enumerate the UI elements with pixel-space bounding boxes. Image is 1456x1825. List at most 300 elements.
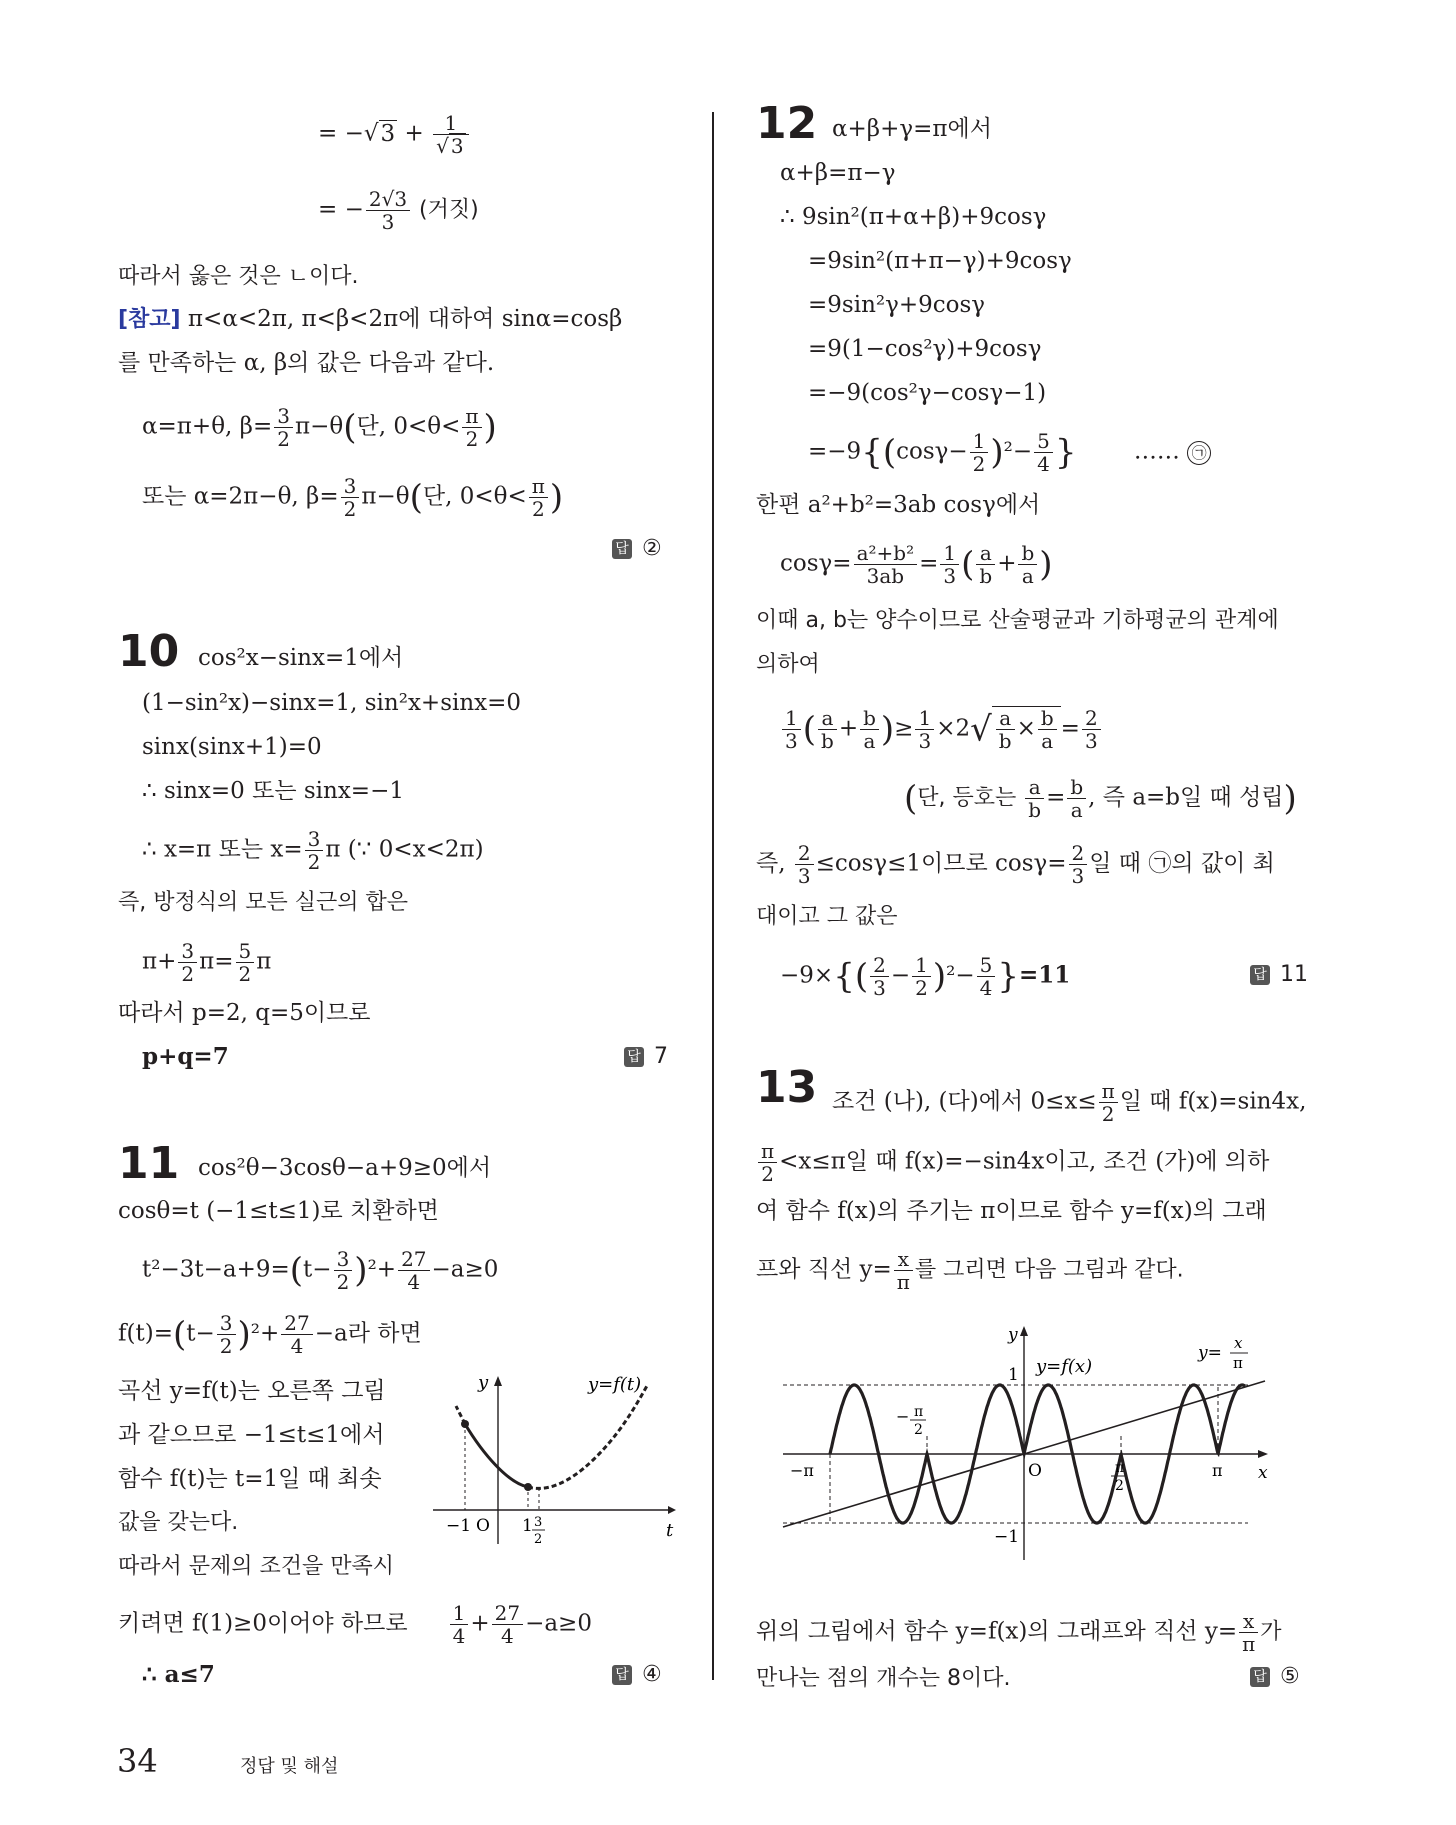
denominator: 2	[465, 427, 479, 451]
p11-w6	[118, 1602, 592, 1647]
fraction	[341, 475, 360, 520]
column-divider	[712, 112, 714, 1680]
numerator: 2	[1069, 842, 1088, 865]
p12-line6: =−9(cos²γ−cosγ−1)	[808, 380, 1047, 406]
fraction	[970, 430, 989, 475]
page-number: 34	[117, 1742, 158, 1780]
p12-line7	[808, 430, 1211, 475]
p11-w7: ∴ a≤7	[142, 1661, 215, 1688]
answer-13	[1250, 1664, 1300, 1689]
text: ×2	[936, 715, 971, 742]
p9-case1	[142, 405, 497, 450]
brace: }	[997, 956, 1019, 997]
x-arrow	[668, 1506, 676, 1514]
fraction	[1025, 776, 1044, 821]
numerator: π	[529, 475, 548, 498]
p12-line3: =9sin²(π+π−γ)+9cosγ	[808, 248, 1072, 274]
text: 조건 (나), (다)에서 0≤x≤	[832, 1088, 1097, 1115]
denominator: a	[1021, 564, 1034, 588]
fraction	[782, 707, 801, 752]
paren: )	[1283, 778, 1297, 819]
tick-neg1: −1	[446, 1516, 472, 1536]
text: π<α<2π, π<β<2π에 대하여 sinα=cosβ	[180, 306, 623, 332]
numerator: 2	[1082, 707, 1101, 730]
answer-label: 답	[1250, 1667, 1270, 1687]
fraction	[305, 828, 324, 873]
footer-title: 정답 및 해설	[240, 1756, 339, 1777]
line-label: y=	[1198, 1343, 1222, 1363]
problem-number-12: 12	[756, 98, 818, 149]
p12-line9	[780, 542, 1053, 587]
answer-value: 7	[654, 1044, 668, 1069]
fraction	[236, 940, 255, 985]
text: t−	[303, 1256, 332, 1283]
p9-reference	[118, 304, 622, 335]
p13-line6: 만나는 점의 개수는 8이다.	[756, 1666, 1011, 1691]
origin-label: O	[476, 1516, 490, 1536]
origin-label: O	[1028, 1461, 1042, 1481]
denominator: b	[1028, 798, 1042, 822]
p10-line3: sinx(sinx+1)=0	[142, 734, 322, 760]
fraction	[1239, 1610, 1258, 1655]
text: ²−	[946, 962, 975, 989]
text: 가	[1260, 1619, 1282, 1645]
fraction	[1082, 707, 1101, 752]
fraction	[912, 954, 931, 999]
numerator: 1	[970, 430, 989, 453]
text: −	[890, 962, 911, 989]
p12-line1: α+β=π−γ	[780, 160, 896, 186]
equation-marker: ㉠	[1187, 441, 1211, 465]
text: ²−	[1003, 438, 1033, 465]
denominator: 3	[943, 564, 957, 588]
text: <x≤π일 때 f(x)=−sin4x이고, 조건 (가)에 의하	[779, 1148, 1270, 1175]
p12-line15: 대이고 그 값은	[756, 904, 898, 929]
numerator: π	[462, 405, 481, 428]
text: 3	[380, 120, 396, 147]
answer-label: 답	[1250, 965, 1270, 985]
brace: {	[861, 432, 883, 473]
numerator: b	[1067, 776, 1086, 799]
p12-line16	[780, 954, 1070, 999]
denominator: 3	[1084, 729, 1098, 753]
problem-number-11: 11	[118, 1138, 180, 1189]
text: 키려면 f(1)≥0이어야 하므로	[118, 1610, 408, 1637]
sqrt-sign: √	[970, 709, 992, 750]
paren: )	[932, 956, 947, 997]
text: 를 그리면 다음 그림과 같다.	[914, 1257, 1184, 1283]
text: t−	[186, 1320, 215, 1347]
p11-line3	[142, 1248, 498, 1293]
curve-label: y=f(t)	[588, 1374, 642, 1395]
tick-pi: π	[1212, 1461, 1223, 1480]
numerator: 27	[398, 1248, 429, 1271]
y-arrow	[1020, 1326, 1028, 1336]
denominator: b	[821, 729, 834, 753]
fraction	[860, 707, 879, 752]
line-label-num: x	[1234, 1334, 1243, 1352]
numerator: 5	[977, 954, 996, 977]
fraction	[492, 1602, 523, 1647]
tick-halfpi-num: π	[1115, 1460, 1125, 1476]
paren: )	[354, 1250, 368, 1291]
text: =	[1060, 715, 1080, 742]
curve-solid	[465, 1424, 528, 1487]
paren: (	[882, 432, 897, 473]
answer-value: 11	[1280, 962, 1308, 987]
fraction	[894, 1248, 913, 1293]
denominator: π	[1242, 1632, 1256, 1656]
fraction	[915, 707, 934, 752]
fraction	[854, 542, 918, 587]
numerator: 1	[912, 954, 931, 977]
text: 일 때 ㉠의 값이 최	[1089, 850, 1275, 877]
text: 일 때 f(x)=sin4x,	[1119, 1088, 1307, 1115]
fraction	[977, 954, 996, 999]
denominator: 3ab	[866, 564, 905, 588]
p9-line1	[318, 112, 471, 157]
denominator: 3	[381, 210, 395, 234]
fraction	[281, 1312, 312, 1357]
fraction	[976, 542, 995, 587]
paren: )	[549, 477, 564, 518]
text: ≤cosγ≤1이므로 cosγ=	[815, 850, 1067, 877]
text: (거짓)	[412, 197, 479, 223]
text: ²+	[250, 1320, 280, 1347]
text: π=	[199, 948, 234, 975]
p11-w1: 곡선 y=f(t)는 오른쪽 그림	[118, 1378, 386, 1404]
fraction	[1038, 707, 1057, 752]
p11-w3: 함수 f(t)는 t=1일 때 최솟	[118, 1466, 382, 1492]
fraction	[1018, 542, 1037, 587]
p10-line4: ∴ sinx=0 또는 sinx=−1	[142, 778, 404, 804]
numerator: π	[758, 1140, 777, 1163]
fraction	[940, 542, 959, 587]
tick-neghalfpi-sign: −	[896, 1407, 910, 1426]
point-1	[524, 1483, 532, 1491]
numerator: x	[1239, 1610, 1258, 1633]
text: 위의 그림에서 함수 y=f(x)의 그래프와 직선 y=	[756, 1618, 1238, 1645]
denominator: 4	[407, 1270, 421, 1294]
paren: (	[854, 956, 869, 997]
text: 단, 0<θ<	[356, 413, 461, 440]
p11-w5: 따라서 문제의 조건을 만족시	[118, 1554, 395, 1579]
denominator: 2	[915, 976, 928, 1000]
text: +	[838, 715, 859, 742]
reference-label: [참고]	[118, 307, 181, 332]
line-label-den: π	[1233, 1354, 1243, 1372]
tick-neghalfpi-den: 2	[914, 1422, 923, 1438]
fraction	[529, 475, 548, 520]
text: ∴ x=π 또는 x=	[142, 836, 303, 863]
text: −a라 하면	[314, 1320, 422, 1347]
sqrt-body	[992, 706, 1061, 752]
paren: (	[961, 544, 975, 585]
brace: {	[833, 956, 855, 997]
paren: )	[237, 1314, 251, 1355]
p12-line14	[756, 842, 1275, 887]
tick-negpi: −π	[790, 1461, 814, 1480]
text: t²−3t−a+9=	[142, 1256, 290, 1283]
numerator: 3	[305, 828, 324, 851]
numerator: 5	[236, 940, 255, 963]
denominator: 2	[972, 452, 986, 476]
text: =	[919, 550, 939, 577]
p12-line10: 이때 a, b는 양수이므로 산술평균과 기하평균의 관계에	[756, 608, 1279, 633]
p11-line2: cosθ=t (−1≤t≤1)로 치환하면	[118, 1198, 439, 1224]
text: 3	[450, 134, 464, 158]
numerator: b	[860, 707, 879, 730]
text: −9×	[780, 962, 834, 989]
answer-value: ④	[642, 1662, 662, 1687]
denominator: 4	[452, 1624, 466, 1648]
text: f(t)=	[118, 1320, 173, 1347]
text: ≥	[894, 715, 914, 742]
text: ²+	[367, 1256, 397, 1283]
text: 단, 0<θ<	[422, 483, 527, 510]
p9-line2	[318, 188, 479, 233]
numerator: 3	[334, 1248, 353, 1271]
text: α=π+θ, β=	[142, 413, 273, 440]
paren: )	[990, 432, 1004, 473]
fraction	[398, 1248, 429, 1293]
problem-number-13: 13	[756, 1062, 818, 1113]
fraction	[334, 1248, 353, 1293]
text: ×	[1016, 715, 1036, 742]
text: cosγ=	[780, 550, 852, 577]
x-arrow	[1258, 1450, 1268, 1458]
denominator: 2	[1101, 1102, 1115, 1126]
text: +	[997, 550, 1017, 577]
y-label: y	[478, 1372, 489, 1393]
denominator: 2	[761, 1162, 774, 1186]
numerator: 1	[782, 707, 801, 730]
text: π−θ	[294, 413, 344, 440]
denominator: 4	[290, 1334, 304, 1358]
answer-label: 답	[612, 539, 632, 559]
answer-10	[624, 1044, 668, 1069]
graph-p13	[778, 1320, 1274, 1570]
fraction	[462, 405, 481, 450]
fraction	[795, 842, 814, 887]
p11-w4: 값을 갖는다.	[118, 1510, 239, 1535]
p10-line1: cos²x−sinx=1에서	[198, 645, 404, 671]
numerator: 5	[1034, 430, 1053, 453]
text: 즉,	[756, 850, 793, 877]
p10-line8: 따라서 p=2, q=5이므로	[118, 1000, 371, 1026]
tick-neg1: −1	[994, 1527, 1020, 1547]
denominator: b	[998, 729, 1012, 753]
denominator: 3	[918, 729, 932, 753]
text: π	[256, 948, 272, 975]
text: =−9	[808, 438, 862, 465]
brace: }	[1054, 432, 1077, 473]
denominator: 3	[797, 864, 811, 888]
paren: (	[172, 1314, 187, 1355]
p13-line3: 여 함수 f(x)의 주기는 π이므로 함수 y=f(x)의 그래	[756, 1198, 1267, 1224]
numerator: 2	[795, 842, 814, 865]
text: =	[1046, 784, 1066, 811]
p9-case2	[142, 475, 563, 520]
tick-1: 1	[522, 1516, 533, 1536]
numerator: 3	[178, 940, 197, 963]
denominator: 4	[500, 1624, 514, 1648]
p9-conclusion: 따라서 옳은 것은 ㄴ이다.	[118, 264, 359, 289]
p10-line7	[142, 940, 271, 985]
numerator: 3	[217, 1312, 236, 1335]
numerator: 3	[274, 405, 293, 428]
numerator: 27	[492, 1602, 523, 1625]
p12-line8: 한편 a²+b²=3ab cosγ에서	[756, 492, 1041, 518]
answer-value: ⑤	[1280, 1664, 1300, 1689]
p10-line2: (1−sin²x)−sinx=1, sin²x+sinx=0	[142, 690, 522, 716]
text: 단, 등호는	[917, 785, 1024, 811]
p9-reference-2: 를 만족하는 α, β의 값은 다음과 같다.	[118, 350, 495, 376]
text: 또는 α=2π−θ, β=	[142, 483, 339, 510]
fraction	[178, 940, 197, 985]
denominator: 4	[979, 976, 993, 1000]
text: −a≥0	[431, 1256, 499, 1283]
fraction	[1099, 1080, 1118, 1125]
tick-3-2-num: 3	[534, 1515, 543, 1530]
point-neg1	[461, 1420, 469, 1428]
numerator: 1	[433, 112, 468, 135]
numerator: a²+b²	[854, 542, 918, 565]
p12-line5: =9(1−cos²γ)+9cosγ	[808, 336, 1042, 362]
curve-label: y=f(x)	[1036, 1356, 1093, 1377]
numerator: 1	[915, 707, 934, 730]
fraction	[870, 954, 889, 999]
denominator: π	[896, 1270, 910, 1294]
denominator: 3	[1071, 864, 1085, 888]
fraction	[818, 707, 837, 752]
sqrt-sign: √	[363, 120, 379, 147]
p12-line13	[904, 776, 1297, 821]
numerator: 27	[281, 1312, 312, 1335]
text: = −	[318, 196, 364, 223]
denominator: 4	[1037, 452, 1050, 476]
text: +	[470, 1610, 490, 1637]
text: = −	[318, 120, 364, 147]
numerator: 3	[341, 475, 360, 498]
tick-halfpi-den: 2	[1115, 1478, 1124, 1494]
numerator: a	[996, 707, 1015, 730]
p11-w2: 과 같으므로 −1≤t≤1에서	[118, 1422, 385, 1448]
text: −a≥0	[525, 1610, 592, 1637]
denominator: a	[1070, 798, 1083, 822]
denominator: a	[1041, 729, 1054, 753]
x-label: t	[666, 1520, 674, 1541]
denominator: 2	[336, 1270, 350, 1294]
numerator: 2	[870, 954, 889, 977]
text: , 즉 a=b일 때 성립	[1088, 784, 1284, 811]
curve-dashed	[528, 1384, 648, 1488]
denominator: √ 3	[436, 134, 464, 158]
p13-line1	[832, 1080, 1306, 1125]
fraction	[1067, 776, 1086, 821]
paren: (	[289, 1250, 304, 1291]
text: π (∵ 0<x<2π)	[325, 836, 484, 863]
fraction	[366, 188, 410, 233]
fraction	[996, 707, 1015, 752]
text: 프와 직선 y=	[756, 1256, 892, 1283]
p10-line5	[142, 828, 484, 873]
tick-neghalfpi-num: π	[914, 1404, 924, 1420]
paren: )	[1039, 544, 1053, 585]
numerator: 1	[450, 1602, 469, 1625]
p13-line4	[756, 1248, 1184, 1293]
numerator: b	[1038, 707, 1057, 730]
numerator: 2√3	[366, 188, 410, 211]
p12-line2: ∴ 9sin²(π+α+β)+9cosγ	[780, 204, 1047, 230]
answer-label: 답	[612, 1665, 632, 1685]
denominator: 2	[181, 962, 195, 986]
text: ……	[1133, 438, 1180, 465]
p12-line4: =9sin²γ+9cosγ	[808, 292, 986, 318]
p12-line0: α+β+γ=π에서	[832, 116, 992, 142]
numerator: a	[1025, 776, 1044, 799]
answer-12	[1250, 962, 1308, 987]
text: π+	[142, 948, 177, 975]
p11-line1: cos²θ−3cosθ−a+9≥0에서	[198, 1155, 492, 1181]
denominator: 3	[785, 729, 798, 753]
fraction	[274, 405, 293, 450]
denominator: 2	[277, 427, 290, 451]
paren: (	[802, 709, 816, 750]
denominator: 2	[238, 962, 252, 986]
p10-line6: 즉, 방정식의 모든 실근의 합은	[118, 890, 408, 915]
y-arrow	[494, 1376, 502, 1386]
denominator: a	[863, 729, 876, 753]
numerator: x	[894, 1248, 913, 1271]
paren: (	[343, 407, 357, 448]
paren: (	[904, 778, 918, 819]
paren: )	[880, 709, 895, 750]
denominator: b	[979, 564, 993, 588]
p10-line9: p+q=7	[142, 1043, 229, 1070]
tick-1: 1	[1008, 1365, 1019, 1385]
numerator: a	[976, 542, 995, 565]
denominator: 2	[307, 850, 321, 874]
x-label: x	[1258, 1463, 1268, 1483]
answer-label: 답	[624, 1047, 644, 1067]
text: =11	[1018, 961, 1071, 989]
problem-number-10: 10	[118, 626, 180, 677]
answer-value: ②	[642, 536, 662, 561]
numerator: b	[1018, 542, 1037, 565]
fraction	[433, 112, 468, 157]
graph-p11	[428, 1366, 684, 1556]
numerator: 1	[940, 542, 959, 565]
fraction	[217, 1312, 236, 1357]
p12-line12	[780, 706, 1103, 752]
p11-line4	[118, 1312, 422, 1357]
y-label: y	[1008, 1325, 1018, 1345]
answer-11	[612, 1662, 662, 1687]
numerator: a	[818, 707, 837, 730]
fraction	[1069, 842, 1088, 887]
paren: (	[409, 477, 423, 518]
paren: )	[483, 407, 497, 448]
p13-line5	[756, 1610, 1282, 1655]
answer-9	[612, 536, 662, 561]
denominator: 2	[343, 497, 357, 521]
fraction	[450, 1602, 469, 1647]
denominator: 2	[219, 1334, 233, 1358]
p13-line2	[756, 1140, 1269, 1185]
denominator: 2	[531, 497, 545, 521]
text: cosγ−	[896, 438, 968, 465]
